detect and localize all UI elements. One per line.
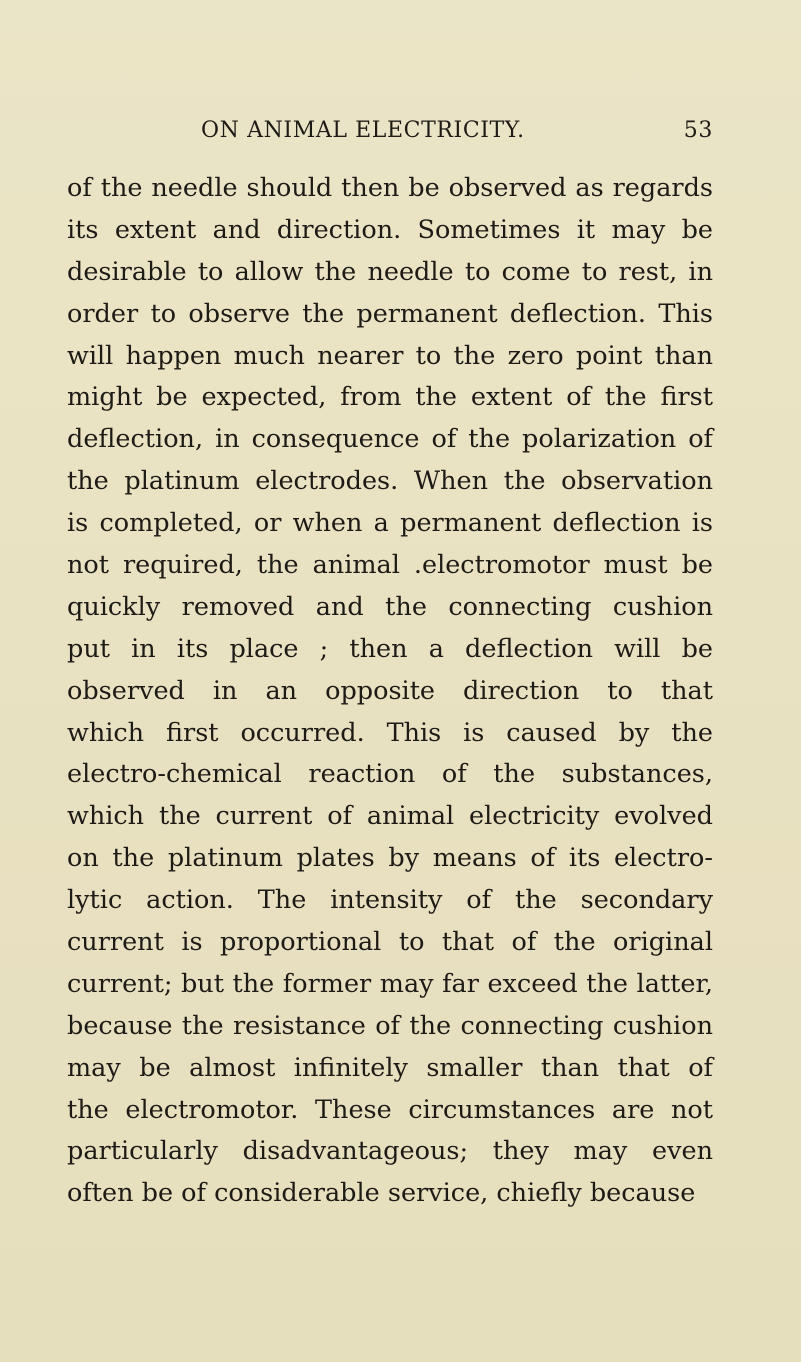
text-line: not required, the animal .electromotor must be [67,550,713,581]
text-line: lytic action. The intensity of the secondary [67,885,713,916]
text-line: will happen much nearer to the zero point than [67,340,713,371]
text-line: electro-chemical reaction of the substances, [67,759,713,790]
text-line: on the platinum plates by means of its electro- [67,843,713,874]
text-line: quickly removed and the connecting cushion [67,591,713,622]
running-title: ON ANIMAL ELECTRICITY. [201,118,525,143]
text-line: put in its place ; then a deflection will be [67,633,713,664]
text-line: particularly disadvantageous; they may even [67,1136,713,1167]
body-text [67,168,713,1215]
text-line: which first occurred. This is caused by the [67,717,713,748]
text-line: the platinum electrodes. When the observation [67,466,713,497]
text-line: observed in an opposite direction to that [67,675,713,706]
page-header [201,114,713,148]
text-line: often be of considerable service, chiefly because [67,1178,696,1209]
text-line: the electromotor. These circumstances are not [67,1094,713,1125]
text-line: desirable to allow the needle to come to rest, in [67,256,713,287]
text-line: might be expected, from the extent of the first [67,382,713,413]
text-line: deflection, in consequence of the polarization of [67,424,713,455]
text-line: current is proportional to that of the original [67,927,713,958]
text-line: because the resistance of the connecting cushion [67,1010,713,1041]
text-line: is completed, or when a permanent deflection is [67,508,713,539]
text-line: which the current of animal electricity evolved [67,801,713,832]
text-line: of the needle should then be observed as regards [67,173,713,203]
text-line: its extent and direction. Sometimes it may be [67,214,713,245]
text-line: current; but the former may far exceed the latter, [67,968,713,999]
text-line: order to observe the permanent deflection. This [67,298,713,329]
page-number: 53 [683,118,713,143]
text-line: may be almost infinitely smaller than that of [67,1052,713,1083]
